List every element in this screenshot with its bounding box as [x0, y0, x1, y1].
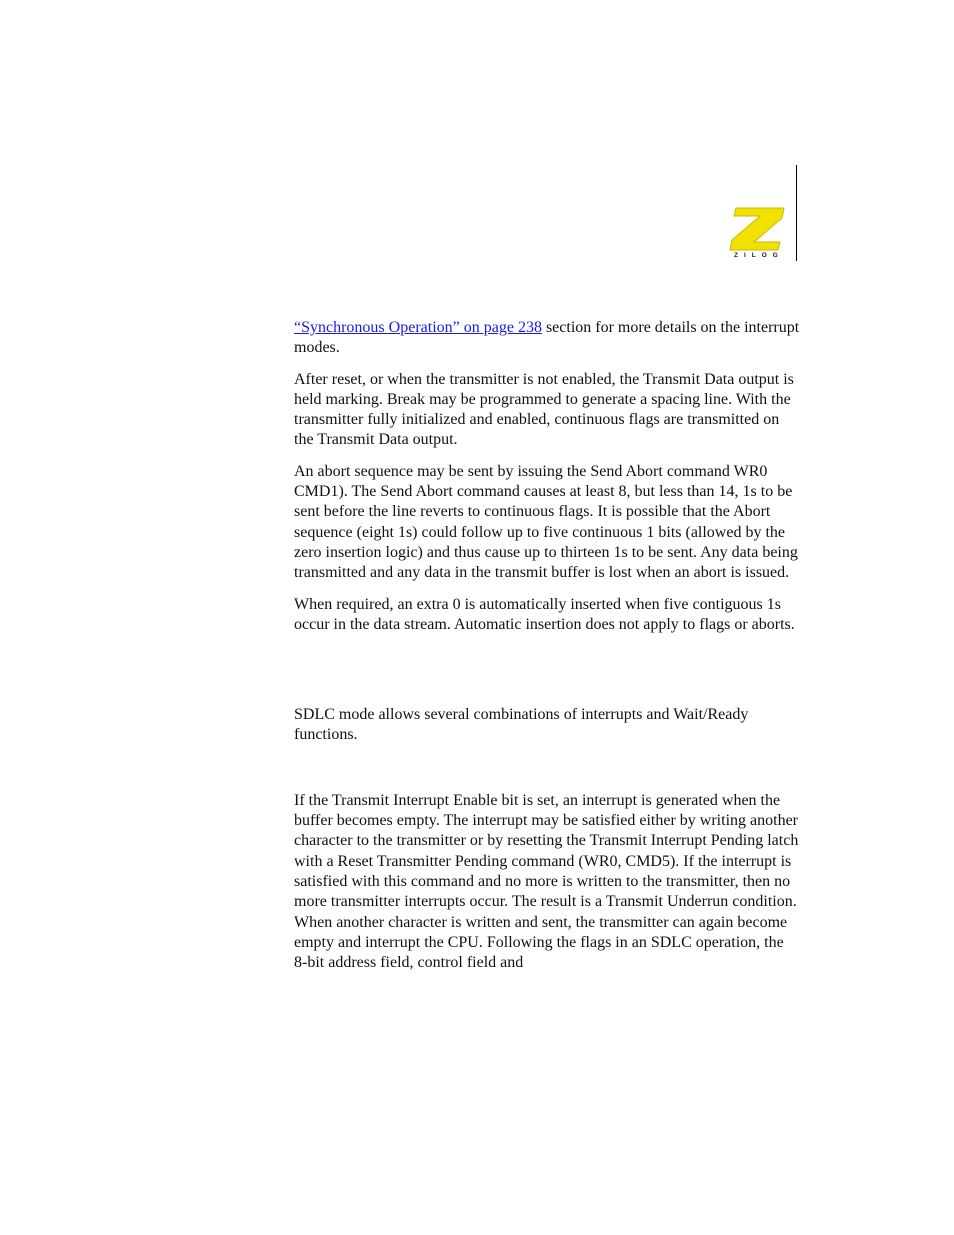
paragraph-5: SDLC mode allows several combinations of interrupts and Wait/Ready functions.	[294, 706, 749, 744]
logo-wordmark: ZILOG	[734, 252, 784, 259]
paragraph-2: After reset, or when the transmitter is not enabled, the Transmit Data output is held marking. Break may be programmed to generate a spacing line. With the transmitter fully initialized and enabled, continuous flags are transmitted on the Transmit Data output.	[294, 370, 794, 449]
paragraph-3: An abort sequence may be sent by issuing the Send Abort command WR0 CMD1). The Send Abort command causes at least 8, but less than 14, 1s to be sent before the line reverts to continuous flags. It is possible that the Abort sequence (eight 1s) could follow up to five continuous 1 bits (allowed by the zero insertion logic) and thus cause up to thirteen 1s to be sent. Any data being transmitted and any data in the transmit buffer is lost when an abort is issued.	[294, 462, 798, 582]
header-rule	[796, 165, 797, 261]
paragraph-4: When required, an extra 0 is automatically inserted when five contiguous 1s occur in the data stream. Automatic insertion does not apply to flags or aborts.	[294, 595, 795, 633]
zilog-z-mark	[726, 200, 790, 256]
paragraph-1	[294, 318, 800, 359]
body-text	[294, 318, 800, 973]
cross-reference-link[interactable]: “Synchronous Operation” on page 238	[294, 319, 542, 336]
paragraph-1-text: section for more details on the interrupt modes.	[294, 319, 800, 357]
paragraph-6: If the Transmit Interrupt Enable bit is set, an interrupt is generated when the buffer becomes empty. The interrupt may be satisfied either by writing another character to the transmitter or by resetting the Transmit Interrupt Pending latch with a Reset Transmitter Pending command (WR0, CMD5). If the interrupt is satisfied with this command and no more is written to the transmitter, then no more transmitter interrupts occur. The result is a Transmit Underrun condition. When another character is written and sent, the transmitter can again become empty and interrupt the CPU. Following the flags in an SDLC operation, the 8-bit address field, control field and	[294, 791, 799, 972]
